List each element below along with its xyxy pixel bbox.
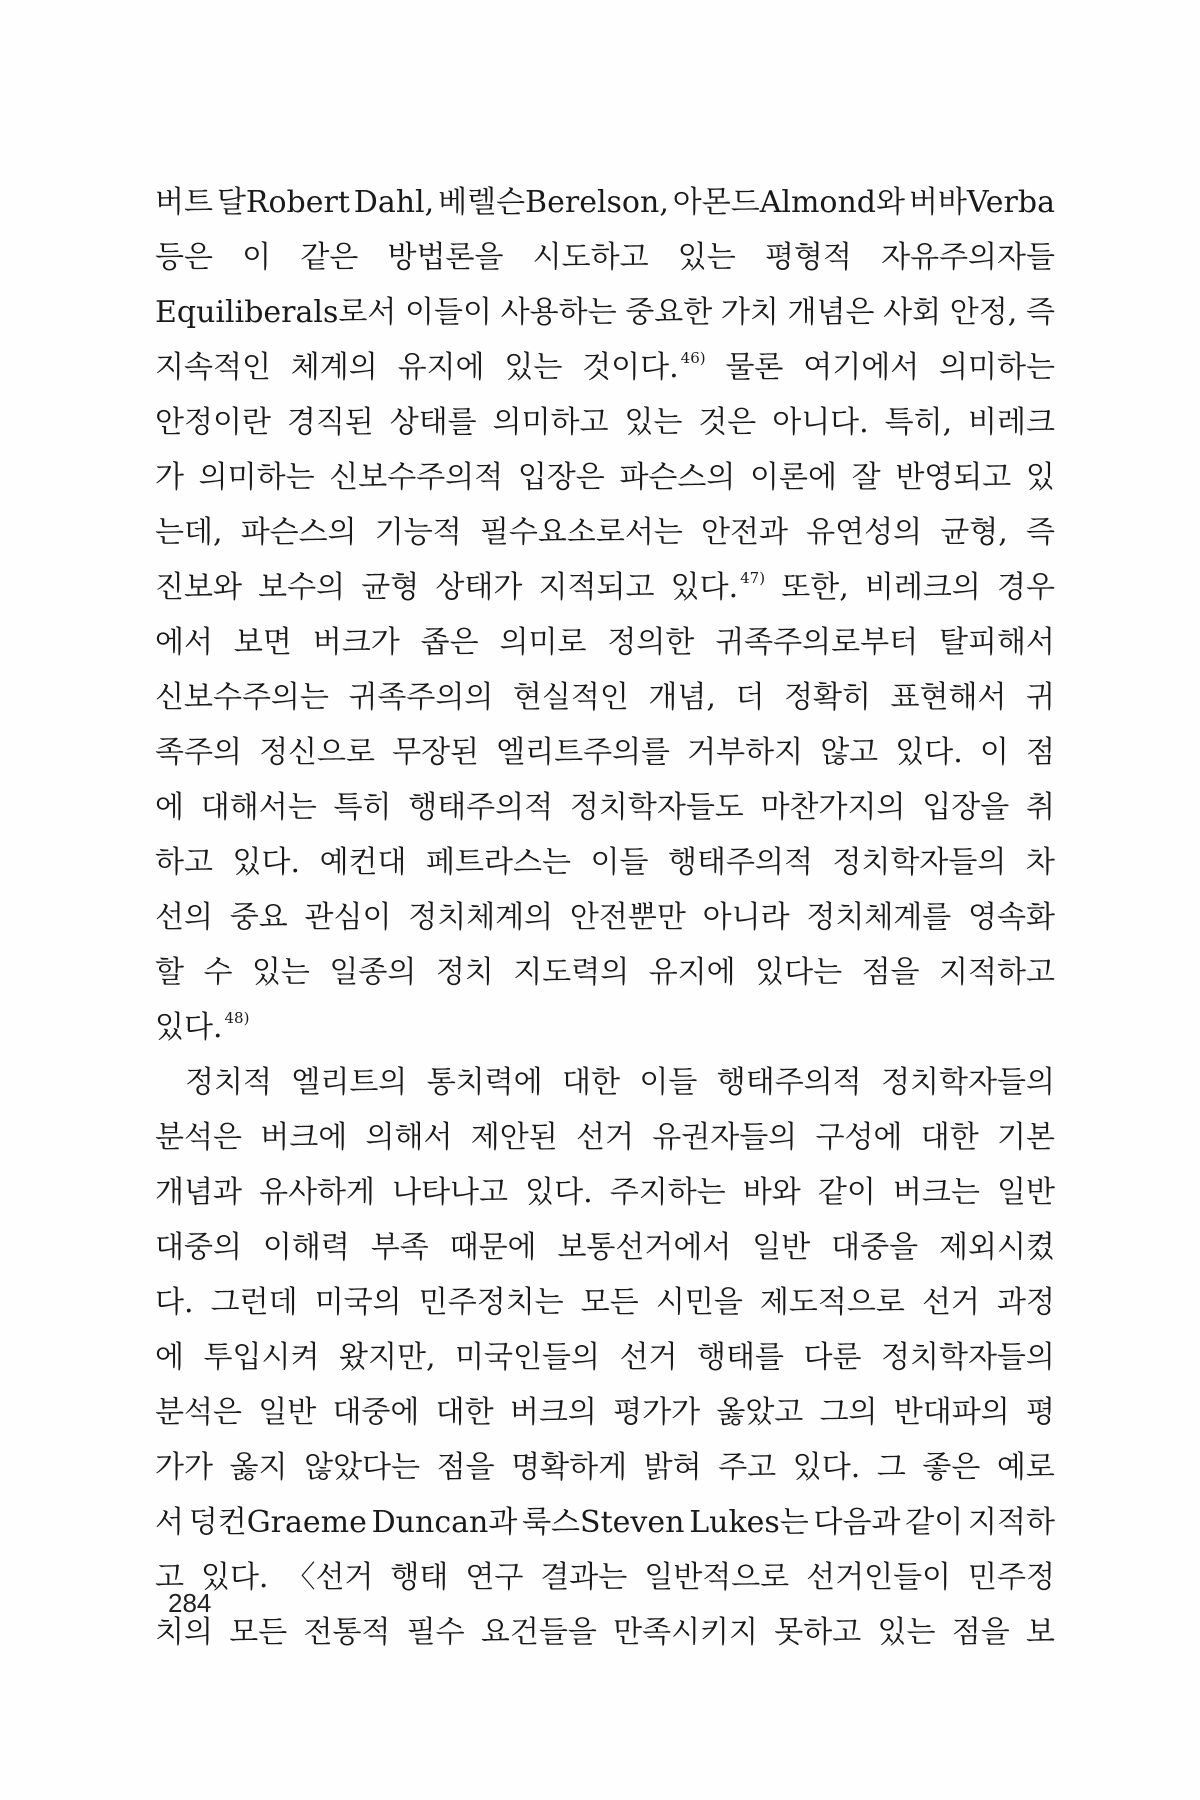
text-word: 이들 bbox=[590, 845, 649, 880]
text-word: 잘 bbox=[851, 460, 881, 495]
text-word: 같은 bbox=[300, 240, 359, 275]
text-word: 표현해서 bbox=[890, 680, 1007, 715]
text-word: 에 bbox=[155, 790, 184, 825]
text-word: 유지에 bbox=[648, 955, 736, 990]
text-word: 요건들을 bbox=[480, 1615, 597, 1650]
text-word: 민주정치는 bbox=[418, 1285, 564, 1320]
text-word: 족주의 bbox=[155, 735, 242, 770]
text-word: 가 bbox=[155, 460, 184, 495]
text-word: 행태를 bbox=[697, 1340, 784, 1375]
text-line bbox=[155, 890, 1055, 945]
text-word: 버크의 bbox=[509, 1395, 597, 1430]
text-line bbox=[155, 615, 1055, 670]
text-word: 대중의 bbox=[155, 1230, 242, 1265]
text-word: 보면 bbox=[233, 625, 292, 660]
text-word: 영속화 bbox=[968, 900, 1055, 935]
text-word: 버크가 bbox=[312, 625, 400, 660]
text-word: 정치적 bbox=[185, 1065, 272, 1100]
text-word: 이해력 bbox=[262, 1230, 350, 1265]
text-word: 유권자들의 bbox=[652, 1120, 798, 1155]
text-word: 반대파의 bbox=[893, 1395, 1010, 1430]
text-word: 밝혀 bbox=[643, 1450, 702, 1485]
text-word: 베렐슨Berelson, bbox=[438, 185, 669, 220]
text-word: 서 bbox=[155, 1505, 184, 1540]
text-line bbox=[155, 1605, 1055, 1660]
text-line bbox=[155, 1440, 1055, 1495]
text-word: 에 bbox=[155, 1340, 184, 1375]
text-word: 정치학자들도 bbox=[569, 790, 744, 825]
text-word: 행태 bbox=[390, 1560, 449, 1595]
text-word: 대중에 bbox=[332, 1395, 420, 1430]
text-word: 다음과 bbox=[813, 1505, 901, 1540]
text-word: 나타나고 bbox=[392, 1175, 509, 1210]
text-word: 즉 bbox=[1025, 515, 1055, 550]
text-word: 개념은 bbox=[787, 295, 875, 330]
text-word: Dahl, bbox=[353, 185, 435, 220]
text-word: 유지에 bbox=[397, 350, 485, 385]
text-word: 이 bbox=[242, 240, 272, 275]
text-word: 않고 bbox=[820, 735, 879, 770]
text-word: 있는 bbox=[504, 350, 563, 385]
text-word: 하고 bbox=[155, 845, 213, 880]
text-word: 예컨대 bbox=[319, 845, 407, 880]
text-word: 명확하게 bbox=[511, 1450, 628, 1485]
text-word: 시도하고 bbox=[532, 240, 649, 275]
text-word: 있다. $^{47)}$ bbox=[670, 569, 766, 605]
text-line bbox=[155, 1550, 1055, 1605]
text-word: 대한 bbox=[920, 1120, 979, 1155]
text-word: 기능적 bbox=[374, 515, 462, 550]
text-word: 바와 bbox=[742, 1175, 801, 1210]
text-word: 선거 bbox=[619, 1340, 678, 1375]
text-word: 귀 bbox=[1026, 680, 1055, 715]
text-word: 있다. bbox=[232, 845, 301, 880]
text-line bbox=[155, 560, 1055, 615]
text-word: 균형 bbox=[361, 570, 420, 605]
text-word: 이들이 bbox=[405, 295, 492, 330]
text-word: 즉 bbox=[1025, 295, 1055, 330]
text-line bbox=[155, 505, 1055, 560]
text-word: 의미하고 bbox=[492, 405, 609, 440]
text-line bbox=[155, 175, 1055, 230]
text-word: 지적되고 bbox=[538, 570, 655, 605]
text-word: 특히, bbox=[884, 405, 953, 440]
text-word: 보수의 bbox=[258, 570, 346, 605]
text-word: 못하고 bbox=[774, 1615, 862, 1650]
text-word: 지적하 bbox=[967, 1505, 1055, 1540]
text-word: 안전과 bbox=[701, 515, 788, 550]
text-word: 행태주의적 bbox=[716, 1065, 862, 1100]
text-word: 선거인들이 bbox=[806, 1560, 952, 1595]
text-word: 있는 bbox=[677, 240, 736, 275]
text-word: 더 bbox=[735, 680, 765, 715]
text-word: 덩컨Graeme bbox=[188, 1505, 367, 1540]
text-word: 선거 bbox=[576, 1120, 634, 1155]
text-word: 물론 bbox=[725, 350, 784, 385]
text-word: 는데, bbox=[155, 515, 223, 550]
page-number: 284 bbox=[168, 1588, 212, 1618]
text-word: 입장은 bbox=[517, 460, 605, 495]
text-line bbox=[155, 1220, 1055, 1275]
text-word: 버크는 bbox=[892, 1175, 980, 1210]
text-line bbox=[155, 285, 1055, 340]
text-word: 주고 bbox=[718, 1450, 777, 1485]
text-word: 있다. bbox=[895, 735, 963, 770]
text-word: 모든 bbox=[580, 1285, 639, 1320]
text-word: 일반적으로 bbox=[644, 1560, 790, 1595]
text-word: 방법론을 bbox=[387, 240, 504, 275]
text-word: 여기에서 bbox=[803, 350, 920, 385]
text-word: 사용하는 bbox=[500, 295, 617, 330]
text-word: 엘리트의 bbox=[291, 1065, 408, 1100]
text-word: 있다. bbox=[792, 1450, 861, 1485]
text-word: 정치학자들의 bbox=[881, 1065, 1055, 1100]
text-word: 무장된 bbox=[392, 735, 480, 770]
text-word: 주지하는 bbox=[609, 1175, 726, 1210]
text-word: 같이 bbox=[817, 1175, 876, 1210]
text-word: 행태주의적 bbox=[408, 790, 554, 825]
text-word: 유연성의 bbox=[806, 515, 923, 550]
text-word: 그의 bbox=[819, 1395, 878, 1430]
text-word: 시민을 bbox=[655, 1285, 743, 1320]
text-word: 엘리트주의를 bbox=[496, 735, 671, 770]
text-word: 중요 bbox=[229, 900, 288, 935]
text-line bbox=[155, 670, 1055, 725]
text-word: 제외시켰 bbox=[938, 1230, 1055, 1265]
text-line bbox=[155, 395, 1055, 450]
text-word: 정치체계를 bbox=[806, 900, 952, 935]
text-word: 버크에 bbox=[260, 1120, 348, 1155]
text-word: 고 bbox=[155, 1560, 184, 1595]
text-word: 정치학자들의 bbox=[832, 845, 1007, 880]
text-word: 안정, bbox=[949, 295, 1018, 330]
footnote-marker: 48) bbox=[224, 1009, 250, 1027]
text-line bbox=[155, 835, 1055, 890]
text-word: 행태주의적 bbox=[668, 845, 813, 880]
text-word: 룩스Steven bbox=[522, 1505, 685, 1540]
text-word: 진보와 bbox=[155, 570, 242, 605]
text-word: 평가가 bbox=[613, 1395, 701, 1430]
body-text bbox=[155, 175, 1055, 1660]
text-word: 중요한 bbox=[625, 295, 713, 330]
text-word: 가가 bbox=[155, 1450, 213, 1485]
text-word: 아니라 bbox=[702, 900, 790, 935]
text-word: 점을 bbox=[436, 1450, 495, 1485]
text-word: 등은 bbox=[155, 240, 213, 275]
text-word: 때문에 bbox=[449, 1230, 537, 1265]
text-word: 치의 bbox=[155, 1615, 213, 1650]
text-word: 기본 bbox=[996, 1120, 1055, 1155]
text-word: 투입시켜 bbox=[203, 1340, 320, 1375]
text-word: 에서 bbox=[155, 625, 213, 660]
text-line bbox=[155, 1055, 1055, 1110]
text-word: 같이 bbox=[905, 1505, 964, 1540]
text-word: 대중을 bbox=[831, 1230, 919, 1265]
text-word: 수 bbox=[203, 955, 233, 990]
text-word: 제안된 bbox=[470, 1120, 558, 1155]
text-word: 페트라스는 bbox=[426, 845, 571, 880]
text-word: 가치 bbox=[720, 295, 779, 330]
text-line bbox=[155, 1330, 1055, 1385]
text-word: 귀족주의로부터 bbox=[715, 625, 919, 660]
text-word: 다룬 bbox=[803, 1340, 862, 1375]
text-word: 옳지 bbox=[229, 1450, 288, 1485]
text-word: 선의 bbox=[155, 900, 213, 935]
text-word: 버바Verba bbox=[908, 185, 1055, 220]
text-word: 균형, bbox=[940, 515, 1008, 550]
text-word: 경직된 bbox=[286, 405, 374, 440]
text-word: 과정 bbox=[997, 1285, 1055, 1320]
text-line bbox=[155, 340, 1055, 395]
text-word: 개념과 bbox=[155, 1175, 242, 1210]
text-word: 구성에 bbox=[815, 1120, 903, 1155]
text-word: 안전뿐만 bbox=[569, 900, 686, 935]
text-word: 파슨스의 bbox=[619, 460, 736, 495]
text-word: 버트 bbox=[155, 185, 213, 220]
text-word: 대한 bbox=[562, 1065, 620, 1100]
text-word: 차 bbox=[1025, 845, 1055, 880]
text-word: 보 bbox=[1025, 1615, 1055, 1650]
text-word: 지적하고 bbox=[939, 955, 1055, 990]
text-word: 전통적 bbox=[303, 1615, 391, 1650]
text-word: 분석은 bbox=[155, 1395, 242, 1430]
text-word: 정치체계의 bbox=[408, 900, 554, 935]
text-word: 체계의 bbox=[290, 350, 378, 385]
text-word: 만족시키지 bbox=[613, 1615, 759, 1650]
text-word: 입장을 bbox=[922, 790, 1010, 825]
text-word: 민주정 bbox=[968, 1560, 1055, 1595]
text-word: 아니다. bbox=[772, 405, 869, 440]
text-word: 정치학자들의 bbox=[881, 1340, 1055, 1375]
footnote-marker: 46) bbox=[680, 349, 706, 367]
text-word: 점 bbox=[1025, 735, 1055, 770]
text-word: 보통선거에서 bbox=[557, 1230, 732, 1265]
text-word: 점을 bbox=[861, 955, 920, 990]
text-line bbox=[155, 230, 1055, 285]
text-word: 비레크 bbox=[968, 405, 1055, 440]
text-word: 안정이란 bbox=[155, 405, 271, 440]
text-word: 좋은 bbox=[922, 1450, 981, 1485]
text-word: 할 bbox=[155, 955, 184, 990]
text-line bbox=[155, 1275, 1055, 1330]
text-word: 달Robert bbox=[216, 185, 350, 220]
text-word: 의미하는 bbox=[198, 460, 315, 495]
text-word: 탈피해서 bbox=[938, 625, 1055, 660]
text-word: 미국의 bbox=[314, 1285, 402, 1320]
text-word: 평 bbox=[1025, 1395, 1055, 1430]
text-word: 일반 bbox=[996, 1175, 1055, 1210]
text-word: Lukes는 bbox=[689, 1505, 809, 1540]
text-word: 의미하는 bbox=[939, 350, 1055, 385]
text-word: 있 bbox=[1025, 460, 1055, 495]
text-line bbox=[155, 1495, 1055, 1550]
text-word: 신보수주의는 bbox=[155, 680, 329, 715]
text-word: 있는 bbox=[624, 405, 683, 440]
text-word: 있는 bbox=[877, 1615, 936, 1650]
text-word: 정의한 bbox=[607, 625, 695, 660]
text-word: 유사하게 bbox=[259, 1175, 375, 1210]
text-line bbox=[155, 1165, 1055, 1220]
text-word: 정치 bbox=[435, 955, 494, 990]
text-word: 것은 bbox=[698, 405, 757, 440]
text-word: 필수 bbox=[406, 1615, 465, 1650]
text-word: 대해서는 bbox=[200, 790, 317, 825]
text-word: 결과는 bbox=[540, 1560, 628, 1595]
text-word: 좁은 bbox=[420, 625, 479, 660]
text-line bbox=[155, 725, 1055, 780]
text-word: 일반 bbox=[258, 1395, 317, 1430]
text-word: 있는 bbox=[251, 955, 310, 990]
text-word: 정신으로 bbox=[259, 735, 375, 770]
text-word: 통치력에 bbox=[426, 1065, 543, 1100]
text-word: 또한, bbox=[781, 570, 849, 605]
text-word: 의해서 bbox=[365, 1120, 453, 1155]
text-word: 왔지만, bbox=[339, 1340, 436, 1375]
text-word: 개념, bbox=[648, 680, 716, 715]
text-word: 현실적인 bbox=[512, 680, 629, 715]
text-word: 있다. $^{48)}$ bbox=[155, 1009, 250, 1045]
text-word: 상태가 bbox=[435, 570, 523, 605]
text-word: 정확히 bbox=[784, 680, 871, 715]
text-line bbox=[155, 1385, 1055, 1440]
text-word: 있다. bbox=[525, 1175, 593, 1210]
text-word: 일종의 bbox=[329, 955, 417, 990]
text-word: 〈선거 bbox=[285, 1560, 374, 1595]
text-word: 특히 bbox=[333, 790, 392, 825]
footnote-marker: 47) bbox=[740, 569, 766, 587]
text-word: 일반 bbox=[752, 1230, 811, 1265]
text-word: 이론에 bbox=[750, 460, 837, 495]
text-word: 반영되고 bbox=[895, 460, 1012, 495]
text-word: 자유주의자들 bbox=[881, 240, 1055, 275]
text-word: 부족 bbox=[370, 1230, 429, 1265]
text-word: 비레크의 bbox=[864, 570, 981, 605]
text-word: 귀족주의의 bbox=[348, 680, 494, 715]
text-word: 경우 bbox=[997, 570, 1055, 605]
text-word: 연구 bbox=[465, 1560, 524, 1595]
text-line bbox=[155, 1000, 1055, 1055]
text-word: 점을 bbox=[951, 1615, 1010, 1650]
text-word: 분석은 bbox=[155, 1120, 242, 1155]
text-word: Equiliberals로서 bbox=[155, 295, 397, 330]
text-word: 이들 bbox=[639, 1065, 698, 1100]
text-word: Duncan과 bbox=[371, 1505, 518, 1540]
text-word: 않았다는 bbox=[304, 1450, 421, 1485]
text-word: 이 bbox=[979, 735, 1009, 770]
text-line bbox=[155, 945, 1055, 1000]
text-word: 선거 bbox=[921, 1285, 980, 1320]
text-word: 취 bbox=[1026, 790, 1055, 825]
text-line bbox=[155, 780, 1055, 835]
text-word: 신보수주의적 bbox=[329, 460, 504, 495]
text-word: 있다. bbox=[200, 1560, 269, 1595]
text-word: 그 bbox=[876, 1450, 906, 1485]
text-word: 지속적인 bbox=[155, 350, 271, 385]
text-word: 의미로 bbox=[499, 625, 587, 660]
text-word: 마찬가지의 bbox=[760, 790, 906, 825]
text-word: 파슨스의 bbox=[240, 515, 357, 550]
text-word: 아몬드Almond와 bbox=[672, 185, 905, 220]
text-word: 다. bbox=[155, 1285, 194, 1320]
text-word: 관심이 bbox=[304, 900, 392, 935]
text-word: 그런데 bbox=[210, 1285, 298, 1320]
text-word: 미국인들의 bbox=[455, 1340, 600, 1375]
text-line bbox=[155, 450, 1055, 505]
text-word: 것이다. $^{46)}$ bbox=[582, 349, 706, 385]
text-word: 옳았고 bbox=[716, 1395, 804, 1430]
text-word: 모든 bbox=[229, 1615, 288, 1650]
text-word: 지도력의 bbox=[513, 955, 630, 990]
text-word: 예로 bbox=[996, 1450, 1055, 1485]
text-word: 평형적 bbox=[764, 240, 852, 275]
text-word: 제도적으로 bbox=[759, 1285, 905, 1320]
text-word: 거부하지 bbox=[687, 735, 804, 770]
text-word: 필수요소로서는 bbox=[479, 515, 683, 550]
text-word: 상태를 bbox=[389, 405, 477, 440]
text-word: 사회 bbox=[883, 295, 942, 330]
text-word: 있다는 bbox=[755, 955, 843, 990]
text-line bbox=[155, 1110, 1055, 1165]
text-word: 대한 bbox=[435, 1395, 494, 1430]
